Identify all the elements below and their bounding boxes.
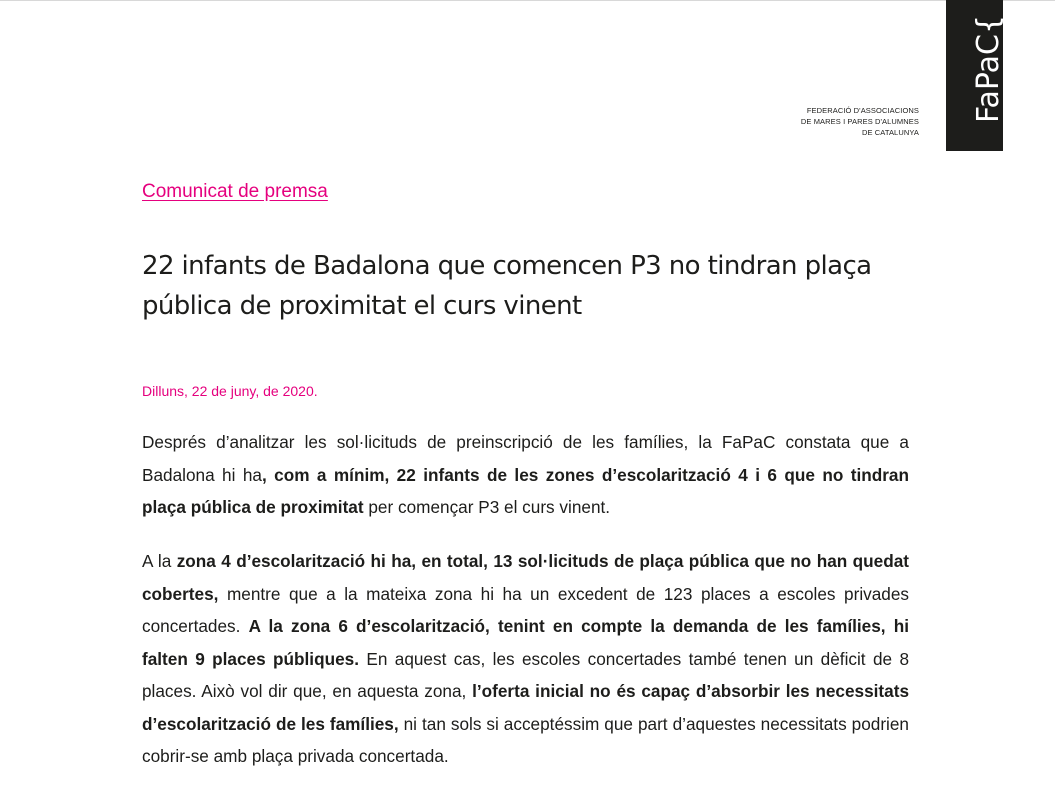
p2-run-7: ni tan sols si acceptéssim que part d’aquestes necessitats podrien cobrir-se amb plaça privada concertada.: [142, 713, 909, 766]
paragraph-1: [142, 426, 909, 524]
top-divider: [0, 0, 1055, 1]
dateline: Dilluns, 22 de juny, de 2020.: [142, 383, 318, 399]
organization-name: [801, 105, 919, 138]
p1-run-3: per començar P3 el curs vinent.: [363, 497, 611, 517]
headline: 22 infants de Badalona que comencen P3 no tindran plaça pública de proximitat el curs vinent: [142, 251, 872, 321]
p2-run-1: A la: [142, 551, 177, 571]
p2-run-3: mentre que a la mateixa zona hi ha un excedent de 123 places a escoles privades concertades.: [142, 583, 909, 636]
org-line-1: FEDERACIÓ D'ASSOCIACIONS: [806, 106, 919, 115]
p2-run-6: l’oferta inicial no és capaç d’absorbir les necessitats d’escolarització de les famílies,: [142, 681, 910, 734]
p1-run-2: , com a mínim, 22 infants de les zones d’escolarització 4 i 6 que no tindran plaça pública de proximitat: [142, 464, 909, 517]
org-line-3: DE CATALUNYA: [861, 128, 919, 137]
logo-text: FaPaC{: [971, 14, 1006, 123]
p2-run-2: zona 4 d’escolarització hi ha, en total, 13 sol·licituds de plaça pública que no han quedat cobertes,: [142, 551, 909, 604]
p2-run-5: En aquest cas, les escoles concertades també tenen un dèficit de 8 places. Això vol dir que, en aquesta zona,: [142, 648, 910, 701]
paragraph-2: [142, 545, 909, 773]
p2-run-4: A la zona 6 d’escolarització, tenint en compte la demanda de les famílies, hi falten 9 places públiques.: [142, 616, 909, 669]
p1-run-1: Després d’analitzar les sol·licituds de preinscripció de les famílies, la FaPaC constata que a Badalona hi ha: [142, 432, 909, 485]
press-release-label[interactable]: Comunicat de premsa: [142, 181, 328, 202]
fapac-logo: [946, 0, 1006, 151]
org-line-2: DE MARES I PARES D'ALUMNES: [800, 117, 919, 126]
